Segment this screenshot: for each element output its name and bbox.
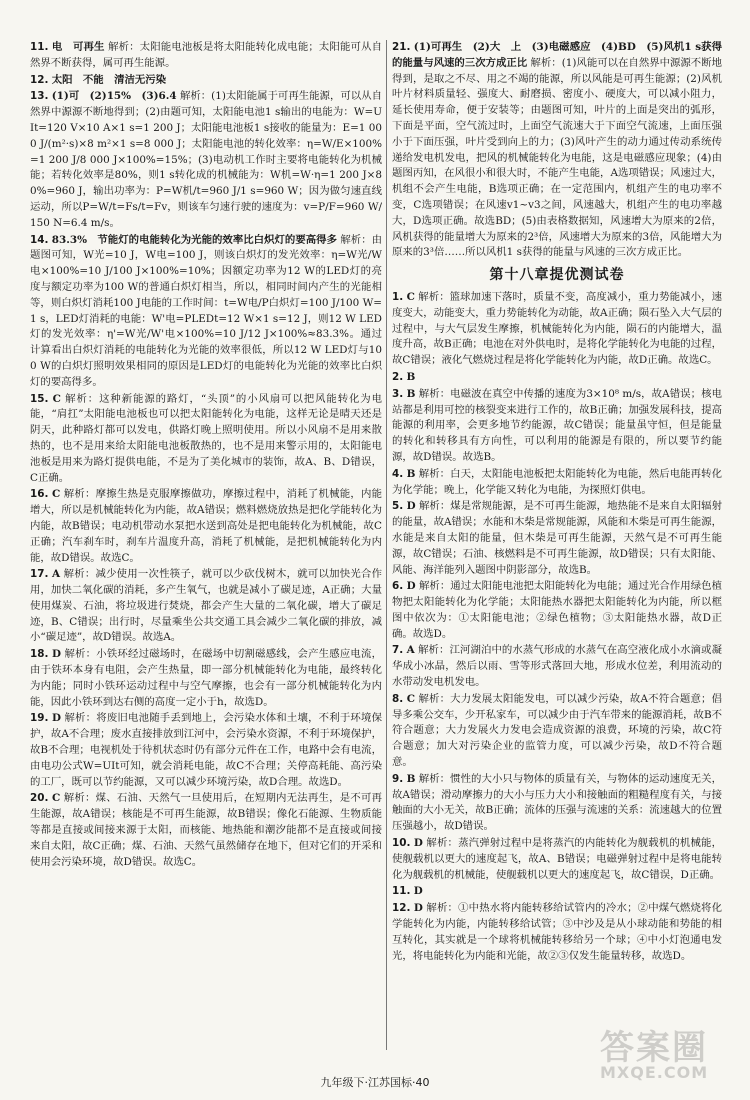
question-number: 14. <box>30 233 49 246</box>
answer-item <box>30 647 382 710</box>
answer-item <box>392 884 722 900</box>
question-number: 2. <box>392 370 404 383</box>
explanation-text: 解析：这种新能源的路灯，“头顶”的小风扇可以把风能转化为电能，“肩扛”太阳能电池板也可以把太阳能转化为电能，这样无论是晴天还是阴天，此种路灯都可以发电，供路灯晚上照明使用。所以小风扇不是用来散热的，也不是用来给太阳能电池板散热的，也不是用来警示用的，太阳能电池板是用来为路灯提供电能，不是为了美化城市的装饰，故A、B、D错误，C正确。 <box>30 392 383 484</box>
answer-item <box>392 772 722 835</box>
question-number: 12. <box>392 902 411 915</box>
explanation-text: 解析：江河湖泊中的水蒸气形成的水蒸气在高空液化成小水滴或凝华成小冰晶，然后以雨、雪等形式落回大地，形成水位差，利用流动的水带动发电机发电。 <box>392 644 722 689</box>
question-number: 19. <box>30 712 49 725</box>
question-number: 7. <box>392 644 404 657</box>
answer-item <box>392 467 722 499</box>
question-number: 3. <box>392 387 404 400</box>
answer-key: 电 可再生 <box>51 41 105 53</box>
answer-item <box>392 290 722 369</box>
answer-item <box>30 487 382 566</box>
right-column-bottom <box>392 290 722 964</box>
explanation-text: 解析：篮球加速下落时，质量不变，高度减小，重力势能减小，速度变大，动能变大，重力势能转化为动能，故A正确；陨石坠入大气层的过程中，与大气层发生摩擦，机械能转化为内能，陨石的内能增大，温度升高，故B正确；电池在对外供电时，是将化学能转化为电能的过程，故C错误；液化气燃烧过程是将化学能转化为内能，故D正确。故选C。 <box>392 290 722 367</box>
explanation-text: 解析：减少使用一次性筷子，就可以少砍伐树木，就可以加快光合作用，加快二氧化碳的消耗，多产生氧气，也就是减小了碳足迹，A正确；大量使用煤炭、石油，将垃圾进行焚烧，都会产生大量的二氧化碳，增大了碳足迹，B、C错误；出行时，尽量乘坐公共交通工具会减少二氧化碳的排放，减小“碳足迹”，故D错误。故选A。 <box>30 568 383 644</box>
answer-key: D <box>413 837 423 850</box>
answer-key: (1)可 (2)15% (3)6.4 <box>51 90 177 103</box>
explanation-text: 解析：(1)太阳能属于可再生能源，可以从自然界中源源不断地得到；(2)由题可知，太阳能电池1 s输出的电能为：W=UIt=120 V×10 A×1 s=1 200 J；太阳能电池板1 s接收的能量为：E=1 000 J/(m²·s)×8 m²×1 s=8 000 J；太阳能电池的转化效率：η=W/E×100%=1 200 J/8 000 J×100%=15%；(3)电动机工作时主要将电能转化为机械能；若转化效率是80%，则1 s转化成的机械能为：W机=W·η=1 200 J×80%=960 J，输出功率为：P=W机/t=960 J/1 s=960 W；因为做匀速直线运动，所以P=W/t=Fs/t=Fv，则该车匀速行驶的速度为：v=P/F=960 W/150 N=6.4 m/s。 <box>30 90 382 229</box>
question-number: 17. <box>30 568 49 581</box>
question-number: 11. <box>30 41 49 53</box>
explanation-text: 解析：太阳能电池板是将太阳能转化成电能；太阳能可从自然界不断获得，属可再生能源。 <box>30 41 383 69</box>
answer-key: D <box>51 648 61 661</box>
question-number: 12. <box>30 73 49 86</box>
right-column <box>392 40 722 965</box>
answer-key: 83.3% 节能灯的电能转化为光能的效率比白炽灯的要高得多 <box>51 233 338 246</box>
question-number: 18. <box>30 648 49 661</box>
answer-item <box>392 370 722 386</box>
explanation-text: 解析：大力发展太阳能发电，可以减少污染，故A不符合题意；倡导多乘公交车，少开私家车，可以减少由于汽车带来的能源消耗，故B不符合题意；大力发展火力发电会造成资源的浪费，环境的污染，故C符合题意；加大对污染企业的监管力度，可以减少污染，故D不符合题意。 <box>392 692 722 769</box>
page-footer: 九年级下·江苏国标·40 <box>320 1076 430 1089</box>
answer-key: D <box>406 500 416 513</box>
answer-key: D <box>51 712 61 725</box>
answer-item <box>392 40 722 261</box>
answer-key: (1)可再生 (2)大 上 (3)电磁感应 (4)BD (5)风机1 s获得的能量与风速的三次方成正比 <box>392 41 722 69</box>
answer-item <box>30 711 382 790</box>
column-divider <box>386 40 387 1050</box>
watermark-url: MXQE.COM <box>600 1063 709 1082</box>
right-column-top <box>392 40 722 261</box>
answer-item <box>30 392 382 487</box>
answer-key: C <box>406 290 415 303</box>
question-number: 10. <box>392 837 411 850</box>
question-number: 15. <box>30 392 49 405</box>
answer-item <box>392 387 722 466</box>
question-number: 20. <box>30 792 49 805</box>
question-number: 8. <box>392 692 404 705</box>
question-number: 5. <box>392 500 404 513</box>
answer-key: B <box>406 370 416 383</box>
answer-key: C <box>406 692 415 705</box>
answer-key: A <box>51 568 61 581</box>
answer-key: B <box>406 772 416 785</box>
answer-key: C <box>51 488 61 501</box>
answer-item <box>392 499 722 578</box>
question-number: 9. <box>392 772 404 785</box>
watermark-text: 答案圈 <box>600 1028 708 1068</box>
answer-item <box>392 579 722 642</box>
explanation-text: 解析：惯性的大小只与物体的质量有关，与物体的运动速度无关，故A错误；滑动摩擦力的大小与压力大小和接触面的粗糙程度有关，与接触面的大小无关，故B正确；流体的压强与流速的关系：流速越大的位置压强越小，故D错误。 <box>392 772 722 833</box>
question-number: 6. <box>392 580 404 593</box>
answer-item <box>30 791 382 870</box>
explanation-text: 解析：(1)风能可以在自然界中源源不断地得到，是取之不尽、用之不竭的能源，所以风能是可再生能源；(2)风机叶片材料质量轻、强度大、耐磨损、密度小、硬度大，可以减小阻力，延长使用寿命，便于安装等；由题图可知，叶片的上面是突出的弧形，下面是平面，空气流过时，上面空气流速大于下面空气流速，上面压强小于下面压强，叶片受到向上的力；(3)风叶产生的动力通过传动系统传递给发电机发电，把风的机械能转化为电能，这是电磁感应现象；(4)由题图丙知，在风很小和很大时，不能产生电能，A选项错误；风速过大，机组不会产生电能，B选项正确；在一定范围内，机组产生的电功率不变，C选项错误；在风速v1~v3之间，风速越大，机组产生的电功率越大，D选项正确。故选BD；(5)由表格数据知，风速增大为原来的2倍，风机获得的能量增大为原来的2³倍，风速增大为原来的3倍，风能增大为原来的3³倍……所以风机1 s获得的能量与风速的三次方成正比。 <box>392 56 722 259</box>
answer-key: D <box>406 580 416 593</box>
question-number: 4. <box>392 467 404 480</box>
watermark-logo <box>600 1020 730 1090</box>
explanation-text: 解析：将废旧电池随手丢到地上，会污染水体和土壤，不利于环境保护，故A不合理；废水直接排放到江河中，会污染水资源，不利于环境保护，故B不合理；电视机处于待机状态时仍有部分元件在工作，电路中会有电流，由电功公式W=UIt可知，就会消耗电能，故C不合理；关停高耗能、高污染的工厂，既可以节约能源，又可以减少环境污染，故D合理。故选D。 <box>30 712 383 788</box>
explanation-text: 解析：通过太阳能电池把太阳能转化为电能；通过光合作用绿色植物把太阳能转化为化学能；太阳能热水器把太阳能转化为内能，所以框图中依次为：①太阳能电池；②绿色植物；③太阳能热水器，故D正确。故选D。 <box>392 580 722 640</box>
section-title: 第十八章提优测试卷 <box>489 267 625 284</box>
answer-key: C <box>51 792 61 805</box>
answer-item <box>30 567 382 646</box>
answer-item <box>392 692 722 771</box>
answer-item <box>30 233 382 391</box>
answer-item <box>30 89 382 231</box>
answer-key: B <box>406 467 416 480</box>
explanation-text: 解析：由题图可知，W光=10 J，W电=100 J，则该白炽灯的发光效率：η=W光/W电×100%=10 J/100 J×100%=10%；因额定功率为12 W的LED灯的亮度与额定功率为100 W的普通白炽灯相当，所以，相同时间内产生的光能相等，则白炽灯消耗100 J电能的工作时间：t=W电/P白炽灯=100 J/100 W=1 s，LED灯消耗的电能：W'电=PLEDt=12 W×1 s=12 J，则12 W LED灯的发光效率：η'=W光/W'电×100%=10 J/12 J×100%≈83.3%。通过计算看出白炽灯消耗的电能转化为光能的效率很低，所以12 W LED灯与100 W的白炽灯照明效果相同的原因是LED灯的电能转化为光能的效率比白炽灯的要高得多。 <box>30 233 383 388</box>
answer-key: 太阳 不能 清洁无污染 <box>51 73 167 86</box>
explanation-text: 解析：煤是常规能源，是不可再生能源，地热能不是来自太阳辐射的能量，故A错误；水能和木柴是常规能源，风能和木柴是可再生能源，水能是来自太阳的能量，但木柴是可再生能源，天然气是不可再生能源，故C错误；石油、核燃料是不可再生能源，故D错误；只有太阳能、风能、海洋能列入题图中阴影部分，故选B。 <box>392 500 722 576</box>
answer-key: D <box>413 885 423 898</box>
answer-item <box>392 643 722 690</box>
question-number: 16. <box>30 488 49 501</box>
question-number: 21. <box>392 41 411 53</box>
answer-item <box>392 901 722 964</box>
left-column <box>30 40 382 871</box>
answer-key: C <box>52 392 61 405</box>
answer-item <box>392 836 722 883</box>
answer-item <box>30 73 382 89</box>
question-number: 1. <box>392 290 404 303</box>
explanation-text: 解析：①中热水将内能转移给试管内的冷水；②中煤气燃烧将化学能转化为内能，内能转移给试管；③中沙及是从小球动能和势能的相互转化，其实就是一个球将机械能转移给另一个球；④中小灯泡通电发光，将电能转化为内能和光能，故②③仅发生能量转移，故选D。 <box>392 902 722 962</box>
answer-key: B <box>406 387 416 400</box>
explanation-text: 解析：白天，太阳能电池板把太阳能转化为电能，然后电能再转化为化学能；晚上，化学能又转化为电能，为探照灯供电。 <box>392 467 722 496</box>
answer-item <box>30 40 382 72</box>
explanation-text: 解析：小铁环经过磁场时，在磁场中切割磁感线，会产生感应电流，由于铁环本身有电阻，会产生热量，即一部分机械能转化为电能，最终转化为内能；同时小铁环运动过程中与空气摩擦，也会有一部分机械能转化为内能，因此小铁环到达右侧的高度一定小于h，故选D。 <box>30 648 383 708</box>
explanation-text: 解析：摩擦生热是克服摩擦做功，摩擦过程中，消耗了机械能，内能增大，所以是机械能转化为内能，故A错误；燃料燃烧放热是把化学能转化为内能，故B错误；电动机带动水泵把水送到高处是把电能转化为机械能，故C正确；汽车刹车时，刹车片温度升高，消耗了机械能，是把机械能转化为内能，故D错误。故选C。 <box>30 488 382 564</box>
question-number: 11. <box>392 885 411 898</box>
explanation-text: 解析：煤、石油、天然气一旦使用后，在短期内无法再生，是不可再生能源，故A错误；核能是不可再生能源，故B错误；像化石能源、生物质能等都是直接或间接来源于太阳，而核能、地热能和潮汐能都不是直接或间接来自太阳，故C正确；煤、石油、天然气虽然储存在地下，但对它们的开采和使用会污染环境，故D错误。故选C。 <box>30 792 382 868</box>
answer-key: A <box>406 644 415 657</box>
explanation-text: 解析：电磁波在真空中传播的速度为3×10⁸ m/s，故A错误；核电站都是利用可控的核裂变来进行工作的，故B正确；加强发展科技，提高能源的利用率，会更多地节约能源，故C错误；能量虽守恒，但是能量的转化和转移具有方向性，可以利用的能源是有限的，所以要节约能源，故D错误。故选B。 <box>392 387 722 463</box>
explanation-text: 解析：蒸汽弹射过程中是将蒸汽的内能转化为舰载机的机械能，使舰载机以更大的速度起飞，故A、B错误；电磁弹射过程中是将电能转化为舰载机的机械能，使舰载机以更大的速度起飞，故C错误，D正确。 <box>392 837 722 881</box>
answer-key: D <box>413 902 423 915</box>
question-number: 13. <box>30 90 49 103</box>
